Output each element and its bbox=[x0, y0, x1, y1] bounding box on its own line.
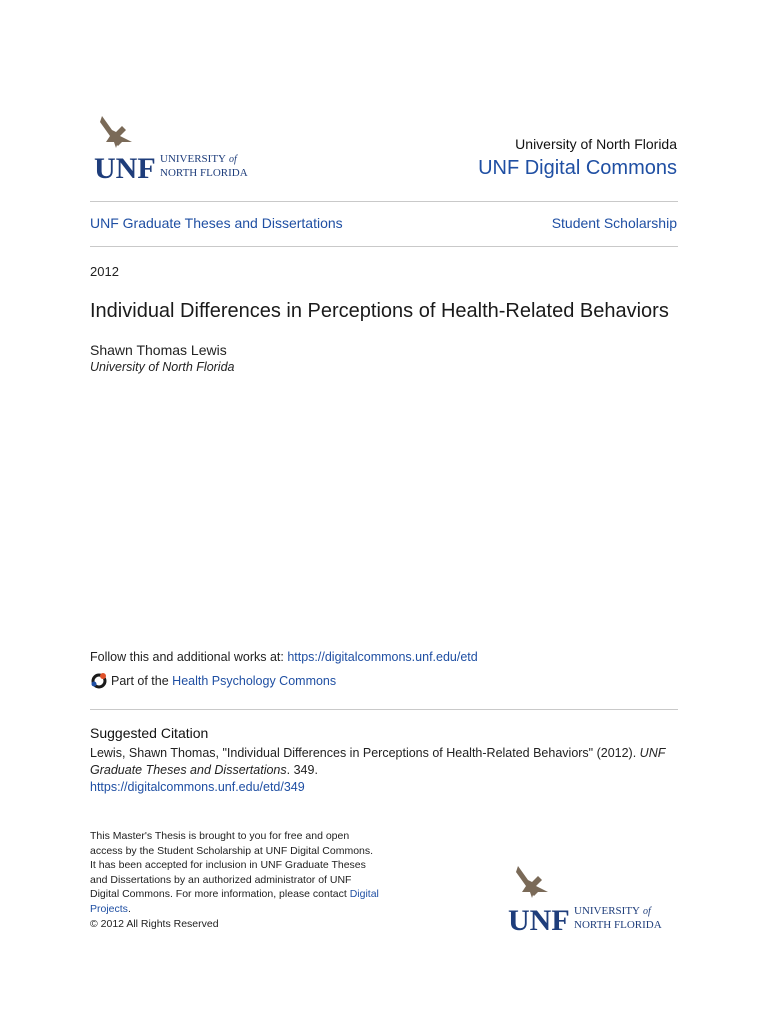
part-of-line bbox=[90, 672, 336, 690]
follow-label: Follow this and additional works at: bbox=[90, 650, 288, 664]
citation-url-link[interactable]: https://digitalcommons.unf.edu/etd/349 bbox=[90, 780, 305, 794]
author-name: Shawn Thomas Lewis bbox=[90, 342, 227, 358]
logo-word-of: of bbox=[229, 154, 237, 165]
unf-logo-bottom bbox=[506, 862, 678, 934]
logo-word-line1: UNIVERSITY bbox=[160, 153, 226, 165]
copyright-text: © 2012 All Rights Reserved bbox=[90, 917, 219, 930]
network-commons-icon bbox=[90, 672, 108, 690]
osprey-bird-icon bbox=[92, 112, 264, 182]
notice-period: . bbox=[127, 902, 131, 915]
logo-word-line1: UNIVERSITY bbox=[574, 905, 640, 917]
citation-body bbox=[90, 745, 680, 796]
osprey-bird-icon bbox=[506, 862, 678, 934]
category-link[interactable]: Student Scholarship bbox=[551, 215, 677, 231]
divider bbox=[90, 201, 678, 202]
citation-number: . 349. bbox=[286, 763, 318, 777]
publication-year: 2012 bbox=[90, 264, 119, 279]
digital-projects-link[interactable]: Digital Projects bbox=[90, 888, 379, 915]
notice-text: This Master's Thesis is brought to you for free and open access by the Student Scholarship at UNF Digital Commons. It has been accepted for inclusion in UNF Graduate Theses and Dissertations by an authorized administrator of UNF Digital Commons. For more information, please contact bbox=[90, 830, 374, 901]
logo-word-line2: NORTH FLORIDA bbox=[574, 919, 662, 931]
logo-word-line2: NORTH FLORIDA bbox=[160, 167, 248, 179]
collection-link[interactable]: UNF Graduate Theses and Dissertations bbox=[90, 215, 343, 231]
unf-logo bbox=[92, 112, 264, 182]
logo-mark: UNF bbox=[508, 904, 570, 934]
citation-text: Lewis, Shawn Thomas, "Individual Differences in Perceptions of Health-Related Behaviors" (2012). bbox=[90, 746, 640, 760]
logo-mark: UNF bbox=[94, 152, 156, 182]
access-notice bbox=[90, 829, 380, 931]
part-of-label: Part of the bbox=[111, 674, 169, 688]
logo-word-of: of bbox=[643, 906, 651, 917]
digital-commons-link[interactable]: UNF Digital Commons bbox=[478, 157, 677, 179]
paper-title: Individual Differences in Perceptions of Health-Related Behaviors bbox=[90, 300, 669, 322]
citation-heading: Suggested Citation bbox=[90, 725, 209, 741]
author-affiliation: University of North Florida bbox=[90, 360, 235, 374]
citation-series: UNF Graduate Theses and Dissertations bbox=[90, 746, 666, 777]
institution-name: University of North Florida bbox=[515, 136, 677, 152]
divider bbox=[90, 246, 678, 247]
health-psychology-commons-link[interactable]: Health Psychology Commons bbox=[172, 674, 337, 688]
follow-line bbox=[90, 650, 478, 664]
follow-url-link[interactable]: https://digitalcommons.unf.edu/etd bbox=[287, 650, 478, 664]
divider bbox=[90, 709, 678, 710]
